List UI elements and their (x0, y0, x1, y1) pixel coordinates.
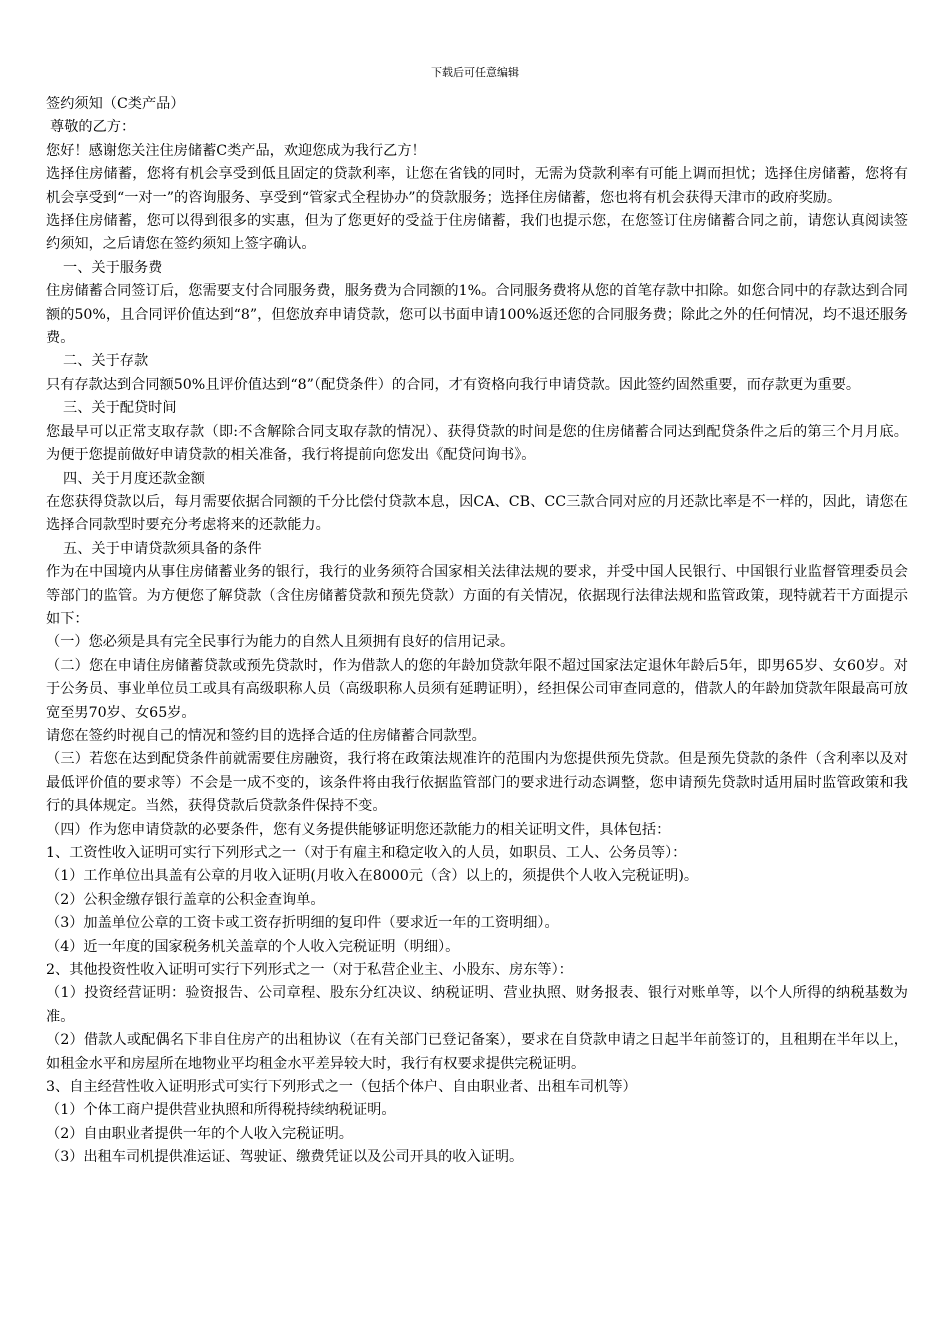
paragraph: （3）加盖单位公章的工资卡或工资存折明细的复印件（要求近一年的工资明细）。 (46, 915, 559, 932)
section-heading: 三、关于配贷时间 (63, 400, 177, 417)
paragraph: 住房储蓄合同签订后，您需要支付合同服务费，服务费为合同额的1%。合同服务费将从您的首笔存款中扣除。如您合同中的存款达到合同额的50%，且合同评价值达到“8”，但您放弃申请贷款，您可以书面申请100%返还您的合同服务费；除此之外的任何情况，均不退还服务费。 (46, 283, 908, 347)
paragraph: （4）近一年度的国家税务机关盖章的个人收入完税证明（明细）。 (46, 938, 460, 955)
paragraph: 3、自主经营性收入证明形式可实行下列形式之一（包括个体户、自由职业者、出租车司机等） (46, 1079, 637, 1096)
section-heading: 五、关于申请贷款须具备的条件 (63, 540, 262, 557)
section-heading: 二、关于存款 (63, 353, 149, 370)
section-heading: 四、关于月度还款金额 (63, 470, 205, 487)
paragraph: （二）您在申请住房储蓄贷款或预先贷款时，作为借款人的您的年龄加贷款年限不超过国家法定退休年龄后5年，即男65岁、女60岁。对于公务员、事业单位员工或具有高级职称人员（高级职称人员须有延聘证明），经担保公司审查同意的，借款人的年龄加贷款年限最高可放宽至男70岁、女65岁。 (46, 657, 908, 721)
paragraph: （3）出租车司机提供准运证、驾驶证、缴费凭证以及公司开具的收入证明。 (46, 1149, 524, 1166)
paragraph: （2）自由职业者提供一年的个人收入完税证明。 (46, 1125, 353, 1142)
paragraph: 尊敬的乙方： (50, 119, 136, 136)
paragraph: （四）作为您申请贷款的必要条件，您有义务提供能够证明您还款能力的相关证明文件，具体包括： (46, 821, 671, 838)
paragraph: 签约须知（C类产品） (46, 96, 185, 112)
paragraph: 您好！感谢您关注住房储蓄C类产品，欢迎您成为我行乙方！ (46, 142, 426, 159)
paragraph: 作为在中国境内从事住房储蓄业务的银行，我行的业务须符合国家相关法律法规的要求，并受中国人民银行、中国银行业监督管理委员会等部门的监管。为方便您了解贷款（含住房储蓄贷款和预先贷款）方面的有关情况，依据现行法律法规和监管政策，现特就若干方面提示如下： (46, 564, 908, 627)
paragraph: 在您获得贷款以后，每月需要依据合同额的千分比偿付贷款本息，因CA、CB、CC三款合同对应的月还款比率是不一样的，因此，请您在选择合同款型时要充分考虑将来的还款能力。 (46, 493, 908, 534)
paragraph: （1）工作单位出具盖有公章的月收入证明(月收入在8000元（含）以上的，须提供个人收入完税证明)。 (46, 868, 699, 885)
paragraph: 选择住房储蓄，您可以得到很多的实惠，但为了您更好的受益于住房储蓄，我们也提示您，在您签订住房储蓄合同之前，请您认真阅读签约须知，之后请您在签约须知上签字确认。 (46, 213, 908, 253)
paragraph: （2）公积金缴存银行盖章的公积金查询单。 (46, 891, 325, 908)
paragraph: 您最早可以正常支取存款（即:不含解除合同支取存款的情况）、获得贷款的时间是您的住房储蓄合同达到配贷条件之后的第三个月月底。为便于您提前做好申请贷款的相关准备，我行将提前向您发出《配贷问询书》。 (46, 423, 908, 464)
paragraph: 选择住房储蓄，您将有机会享受到低且固定的贷款利率，让您在省钱的同时，无需为贷款利率有可能上调而担忧；选择住房储蓄，您将有机会享受到“一对一”的咨询服务、享受到“管家式全程协办”的贷款服务；选择住房储蓄，您也将有机会获得天津市的政府奖励。 (46, 166, 908, 206)
paragraph: 1、工资性收入证明可实行下列形式之一（对于有雇主和稳定收入的人员，如职员、工人、公务员等）： (46, 845, 687, 861)
paragraph: （1）投资经营证明：验资报告、公司章程、股东分红决议、纳税证明、营业执照、财务报表、银行对账单等，以个人所得的纳税基数为准。 (46, 985, 908, 1025)
header-note: 下载后可任意编辑 (431, 66, 519, 79)
paragraph: 请您在签约时视自己的情况和签约目的选择合适的住房储蓄合同款型。 (46, 727, 486, 744)
paragraph: （1）个体工商户提供营业执照和所得税持续纳税证明。 (46, 1102, 396, 1119)
section-heading: 一、关于服务费 (63, 259, 163, 276)
paragraph: （三）若您在达到配贷条件前就需要住房融资，我行将在政策法规准许的范围内为您提供预先贷款。但是预先贷款的条件（含利率以及对最低评价值的要求等）不会是一成不变的，该条件将由我行依据监管部门的要求进行动态调整，您申请预先贷款时适用届时监管政策和我行的具体规定。当然，获得贷款后贷款条件保持不变。 (46, 751, 908, 815)
document-body (46, 93, 908, 1170)
paragraph: （2）借款人或配偶名下非自住房产的出租协议（在有关部门已登记备案），要求在自贷款申请之日起半年前签订的，且租期在半年以上，如租金水平和房屋所在地物业平均租金水平差异较大时，我行有权要求提供完税证明。 (46, 1032, 908, 1072)
paragraph: （一）您必须是具有完全民事行为能力的自然人且须拥有良好的信用记录。 (46, 634, 515, 651)
paragraph: 只有存款达到合同额50%且评价值达到“8”（配贷条件）的合同，才有资格向我行申请贷款。因此签约固然重要，而存款更为重要。 (46, 376, 861, 393)
paragraph: 2、其他投资性收入证明可实行下列形式之一（对于私营企业主、小股东、房东等）： (46, 962, 573, 979)
